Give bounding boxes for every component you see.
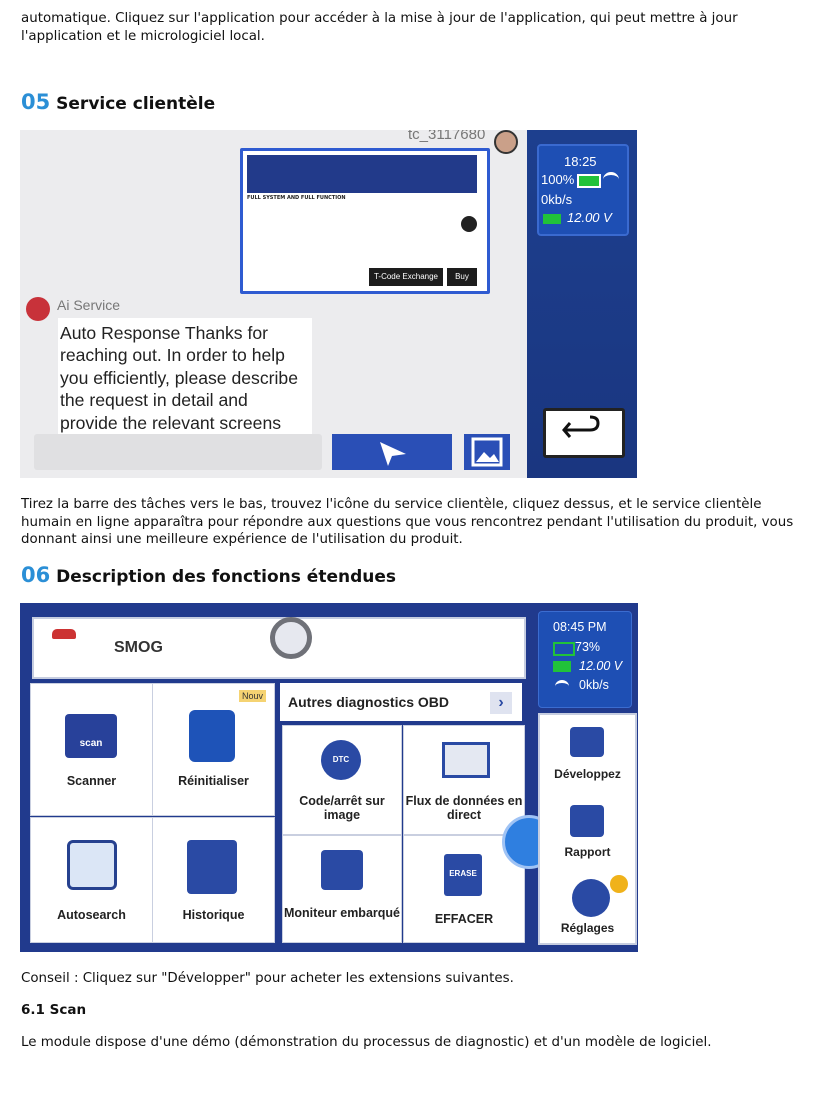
other-diag-header[interactable] [280,683,522,721]
erase-label: EFFACER [434,912,494,926]
status-panel [538,611,632,708]
t-code-exchange-button[interactable]: T-Code Exchange [369,268,443,286]
user-id: tc_3117680 [408,130,486,143]
section-06-heading [21,563,396,587]
battery: 73% [575,640,601,654]
settings-item[interactable] [540,871,635,941]
reset-tile[interactable] [152,683,275,816]
develop-item[interactable] [540,715,635,791]
trash-icon: ERASE [444,854,482,896]
status-sidebar [527,130,637,478]
report-item[interactable] [540,795,635,871]
battery-icon [553,642,575,656]
settings-label: Réglages [560,921,615,935]
tablet-header [247,155,477,193]
oil-can-icon [189,710,235,762]
vehicle-name: SMOG [114,639,163,656]
scanner-label: Scanner [66,774,117,788]
back-button[interactable] [543,408,625,458]
back-arrow-icon [546,411,616,449]
section-number: 05 [21,90,51,114]
time: 18:25 [564,154,597,169]
other-diag-title: Autres diagnostics OBD [288,694,450,710]
bot-message: Auto Response Thanks for reaching out. In order to help you efficiently, please describe the request in detail and provide the relevant screens [58,318,312,434]
voltage: 12.00 V [579,659,623,673]
tablet-preview [240,148,490,294]
chat-input[interactable] [34,434,322,470]
code-freeze-tile[interactable] [282,725,402,835]
send-button[interactable] [332,434,452,470]
develop-label: Développez [554,767,621,781]
search-icon[interactable] [270,617,312,659]
waveform-icon [442,742,490,778]
section-title: Description des fonctions étendues [56,567,396,587]
monitor-tile[interactable] [282,835,402,943]
live-data-tile[interactable] [403,725,525,835]
intro-paragraph: automatique. Cliquez sur l'application pour accéder à la mise à jour de l'application, qui peut mettre à jour l'application et le micrologiciel local. [21,11,738,44]
vehicle-bar [32,617,526,679]
live-data-label: Flux de données en direct [405,794,523,822]
buy-button[interactable]: Buy [447,268,477,286]
toolbox-icon [570,727,604,757]
tablet-text: FULL SYSTEM AND FULL FUNCTION [247,195,346,201]
tip-text: Conseil : Cliquez sur "Développer" pour acheter les extensions suivantes. [21,971,514,986]
avatar [494,130,518,154]
car-icon [52,629,76,639]
scan-icon: scan [65,714,117,758]
printer-icon [570,805,604,837]
new-badge: Nouv [239,690,266,702]
diagnostic-home-screenshot [20,603,638,952]
bot-name: Ai Service [57,297,121,313]
battery-voltage-icon [553,661,571,672]
magnifier-icon [67,840,117,890]
image-button[interactable] [464,434,510,470]
battery-voltage-icon [543,214,561,224]
wifi-icon [603,172,619,187]
scanner-tile[interactable] [30,683,153,816]
reset-label: Réinitialiser [178,774,249,788]
wifi-icon [555,680,569,693]
subsection-body: Le module dispose d'une démo (démonstration du processus de diagnostic) et d'un modèle de logiciel. [21,1035,712,1050]
send-icon [332,434,452,470]
section-05-heading [21,90,215,114]
autosearch-label: Autosearch [57,908,126,922]
time: 08:45 PM [553,620,607,634]
section-title: Service clientèle [56,94,216,114]
monitor-icon [321,850,363,890]
code-freeze-label: Code/arrêt sur image [299,794,385,822]
monitor-label: Moniteur embarqué [284,906,400,920]
autosearch-tile[interactable] [30,817,153,943]
history-label: Historique [182,908,245,922]
battery: 100% [541,172,575,187]
history-tile[interactable] [152,817,275,943]
notification-badge-icon [610,875,628,893]
history-icon [187,840,237,894]
customer-service-screenshot [20,130,637,478]
robot-icon [26,297,50,321]
subsection-title: 6.1 Scan [21,1002,87,1018]
speed: 0kb/s [541,192,573,207]
battery-icon [577,174,601,188]
voltage: 12.00 V [567,210,612,225]
side-menu [538,713,637,945]
chevron-right-icon[interactable]: › [490,692,512,714]
section-05-body: Tirez la barre des tâches vers le bas, trouvez l'icône du service clientèle, cliquez dessus, et le service clientèle humain en ligne apparaîtra pour répondre aux questions que vous rencontrez pendant l'utilisation du produit, vous donnant ainsi une meilleure expérience de l'utilisation du produit. [21,497,794,547]
image-icon [464,434,510,470]
status-panel [537,144,629,236]
section-number: 06 [21,563,51,587]
report-label: Rapport [564,845,611,859]
dtc-icon: DTC [321,740,361,780]
speed: 0kb/s [579,678,609,692]
camera-icon [461,216,477,232]
gear-icon [572,879,610,917]
